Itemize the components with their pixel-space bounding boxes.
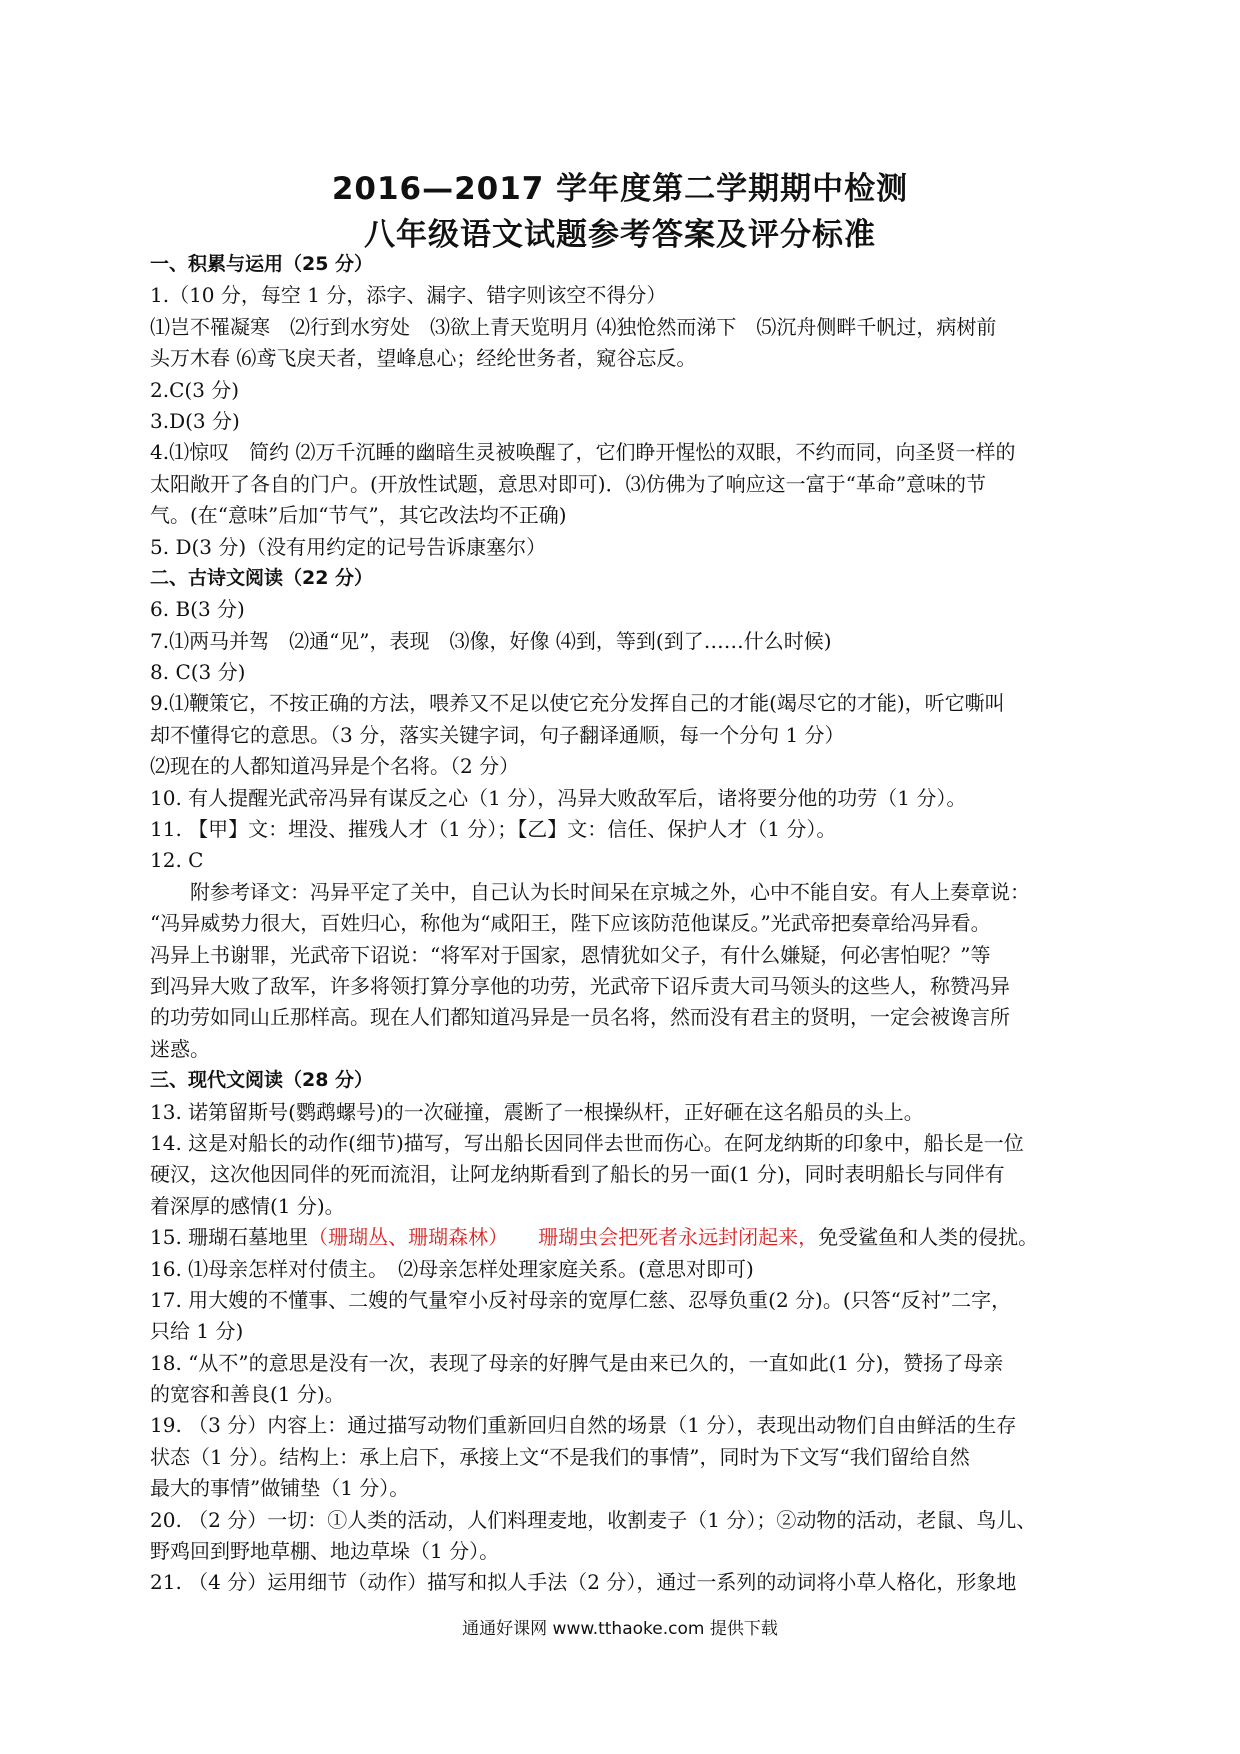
answer-line: 迷惑。: [150, 1036, 210, 1061]
answer-line: 硬汉，这次他因同伴的死而流泪，让阿龙纳斯看到了船长的另一面(1 分)，同时表明船长与同伴有: [150, 1162, 1005, 1187]
answer-line: 19. （3 分）内容上：通过描写动物们重新回归自然的场景（1 分），表现出动物们自由鲜活的生存: [150, 1413, 1017, 1438]
page-title-line2: 八年级语文试题参考答案及评分标准: [364, 217, 876, 253]
answer-line: 冯异上书谢罪，光武帝下诏说：“将军对于国家，恩情犹如父子，有什么嫌疑，何必害怕呢？”等: [150, 942, 991, 967]
answer-line: 12. C: [150, 848, 204, 873]
answer-line: 13. 诺第留斯号(鹦鹉螺号)的一次碰撞，震断了一根操纵杆，正好砸在这名船员的头上。: [150, 1099, 924, 1124]
answer-line: “冯异威势力很大，百姓归心，称他为“咸阳王，陛下应该防范他谋反。”光武帝把奏章给冯异看。: [150, 911, 991, 936]
answer-line: 状态（1 分）。结构上：承上启下，承接上文“不是我们的事情”，同时为下文写“我们留给自然: [150, 1444, 970, 1469]
answer-line: 11. 【甲】文：埋没、摧残人才（1 分）；【乙】文：信任、保护人才（1 分）。: [150, 817, 837, 842]
answer-line: ⑴岂不罹凝寒 ⑵行到水穷处 ⑶欲上青天览明月 ⑷独怆然而涕下 ⑸沉舟侧畔千帆过，病树前: [150, 314, 997, 339]
answer-line: 5. D(3 分)（没有用约定的记号告诉康塞尔）: [150, 534, 547, 559]
section-heading: 一、积累与运用（25 分）: [150, 253, 374, 275]
answer-line: 1.（10 分，每空 1 分，添字、漏字、错字则该空不得分）: [150, 283, 667, 308]
answer-line: 3.D(3 分): [150, 408, 240, 433]
answer-line: 头万木春 ⑹鸢飞戾天者，望峰息心；经纶世务者，窥谷忘反。: [150, 346, 697, 371]
answer-line: 16. ⑴母亲怎样对付债主。 ⑵母亲怎样处理家庭关系。(意思对即可): [150, 1256, 754, 1281]
answer-line: 18. “从不”的意思是没有一次，表现了母亲的好脾气是由来已久的，一直如此(1 分)，赞扬了母亲: [150, 1350, 1004, 1375]
answer-line: ⑵现在的人都知道冯异是个名将。（2 分）: [150, 754, 520, 779]
answer-line: 的宽容和善良(1 分)。: [150, 1382, 345, 1407]
answer-line: 太阳敞开了各自的门户。(开放性试题，意思对即可)．⑶仿佛为了响应这一富于“革命”意味的节: [150, 471, 987, 496]
answer-line: 20. （2 分）一切：①人类的活动，人们料理麦地，收割麦子（1 分）；②动物的活动，老鼠、鸟儿、: [150, 1507, 1037, 1532]
answer-line: 附参考译文：冯异平定了关中，自己认为长时间呆在京城之外，心中不能自安。有人上奏章说：: [190, 879, 1030, 904]
answer-line: 野鸡回到野地草棚、地边草垛（1 分）。: [150, 1539, 500, 1564]
answer-line: 10. 有人提醒光武帝冯异有谋反之心（1 分），冯异大败敌军后，诸将要分他的功劳（1 分）。: [150, 785, 967, 810]
answer-line: 着深厚的感情(1 分)。: [150, 1193, 345, 1218]
page-title-line1: 2016—2017 学年度第二学期期中检测: [331, 171, 909, 207]
answer-line: 2.C(3 分): [150, 377, 240, 402]
answer-line: 14. 这是对船长的动作(细节)描写，写出船长因同伴去世而伤心。在阿龙纳斯的印象中，船长是一位: [150, 1130, 1024, 1155]
answer-content: [150, 249, 1095, 1599]
answer-line: 气。(在“意味”后加“节气”，其它改法均不正确): [150, 503, 567, 528]
answer-line: 7.⑴两马并驾 ⑵通“见”，表现 ⑶像，好像 ⑷到，等到(到了……什么时候): [150, 628, 832, 653]
answer-line: 8. C(3 分): [150, 660, 246, 685]
answer-line: 却不懂得它的意思。（3 分，落实关键字词，句子翻译通顺，每一个分句 1 分）: [150, 722, 845, 747]
footer-source: 通通好课网 www.tthaoke.com 提供下载: [462, 1619, 778, 1639]
answer-line: 6. B(3 分): [150, 597, 245, 622]
answer-text: 免受鲨鱼和人类的侵扰。: [818, 1225, 1039, 1250]
section-heading: 三、现代文阅读（28 分）: [150, 1069, 374, 1092]
answer-line: 4.⑴惊叹 简约 ⑵万千沉睡的幽暗生灵被唤醒了，它们睁开惺忪的双眼，不约而同，向圣贤一样的: [150, 440, 1016, 465]
answer-line: 21. （4 分）运用细节（动作）描写和拟人手法（2 分），通过一系列的动词将小草人格化，形象地: [150, 1570, 1017, 1595]
answer-text: 15. 珊瑚石墓地里: [150, 1225, 309, 1250]
answer-line: 最大的事情”做铺垫（1 分）。: [150, 1476, 410, 1501]
answer-line: [150, 1222, 1095, 1253]
section-heading: 二、古诗文阅读（22 分）: [150, 566, 374, 589]
answer-line: 到冯异大败了敌军，许多将领打算分享他的功劳，光武帝下诏斥责大司马领头的这些人，称赞冯异: [150, 973, 1010, 998]
answer-line: 只给 1 分): [150, 1319, 244, 1344]
answer-line: 9.⑴鞭策它，不按正确的方法，喂养又不足以使它充分发挥自己的才能(竭尽它的才能)，听它嘶叫: [150, 691, 1005, 716]
answer-line: 的功劳如同山丘那样高。现在人们都知道冯异是一员名将，然而没有君主的贤明，一定会被谗言所: [150, 1005, 1010, 1030]
answer-line: 17. 用大嫂的不懂事、二嫂的气量窄小反衬母亲的宽厚仁慈、忍辱负重(2 分)。(只答“反衬”二字，: [150, 1287, 1012, 1312]
highlighted-answer-text: （珊瑚丛、珊瑚森林） 珊瑚虫会把死者永远封闭起来，: [308, 1225, 819, 1250]
